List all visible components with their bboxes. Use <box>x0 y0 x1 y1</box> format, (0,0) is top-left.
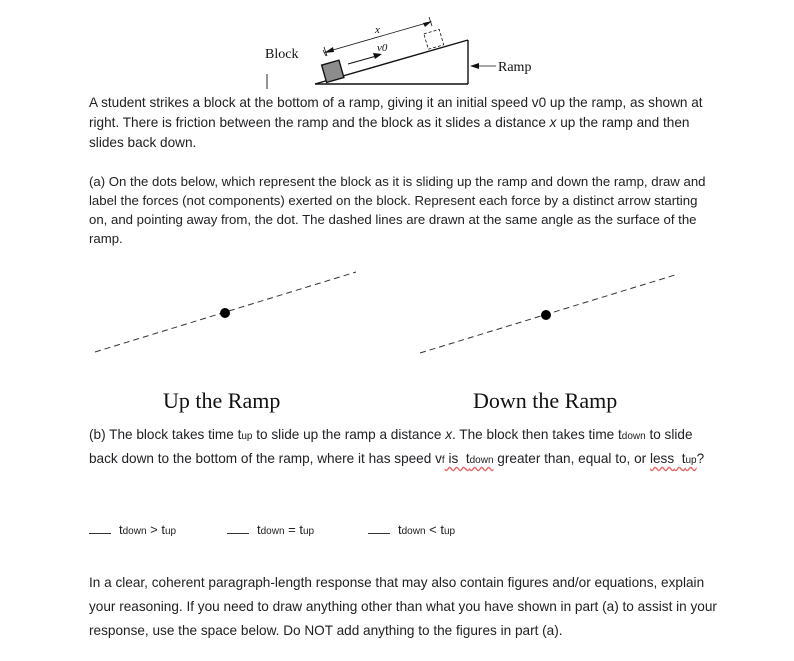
part-a-paragraph: (a) On the dots below, which represent the block as it is sliding up the ramp and down the ramp, draw and label the forces (not components) exerted on the block. Represent each force by a distinct arrow starting on, and pointing away from, the dot. The dashed lines are drawn at the same angle as the surface of the ramp. <box>89 174 706 246</box>
part-b-paragraph: (b) The block takes time tup to slide up the ramp a distance x. The block then takes time tdown to slide back down to the bottom of the ramp, where it has speed vf is tdown greater than, equal to, or less tup? <box>89 427 705 466</box>
spellcheck-phrase-is-tdown: is tdown <box>444 451 494 466</box>
intro-paragraph: A student strikes a block at the bottom of a ramp, giving it an initial speed v0 up the ramp, as shown at right. There is friction between the ramp and the block as it slides a distance x up the ramp and then slides back down. <box>89 95 703 150</box>
answer-blank[interactable] <box>227 523 249 534</box>
up-ramp-label: Up the Ramp <box>163 388 281 413</box>
answer-blank[interactable] <box>89 523 111 534</box>
v0-label: v0 <box>377 42 388 54</box>
ramp-figure <box>240 0 560 95</box>
up-ramp-dot <box>220 308 230 318</box>
block-final-dashed <box>424 29 444 49</box>
down-ramp-dot <box>541 310 551 320</box>
choice-equal[interactable]: tdown = tup <box>227 522 314 537</box>
answer-blank[interactable] <box>368 523 390 534</box>
choice-less[interactable]: tdown < tup <box>368 522 455 537</box>
dot-diagrams <box>0 260 794 370</box>
ramp-arrowhead-icon <box>470 63 479 69</box>
down-ramp-label: Down the Ramp <box>473 388 618 413</box>
block <box>322 60 344 82</box>
block-label: Block <box>265 47 299 62</box>
spellcheck-phrase-less-tup: less tup <box>649 451 697 466</box>
x-label: x <box>375 24 380 36</box>
choice-greater[interactable]: tdown > tup <box>89 522 176 537</box>
explain-paragraph: In a clear, coherent paragraph-length response that may also contain figures and/or equations, explain your reasoning. If you need to draw anything other than what you have shown in part (a) to assist in your response, use the space below. Do NOT add anything to the figures in part (a). <box>89 575 717 638</box>
ramp-label: Ramp <box>498 60 532 75</box>
